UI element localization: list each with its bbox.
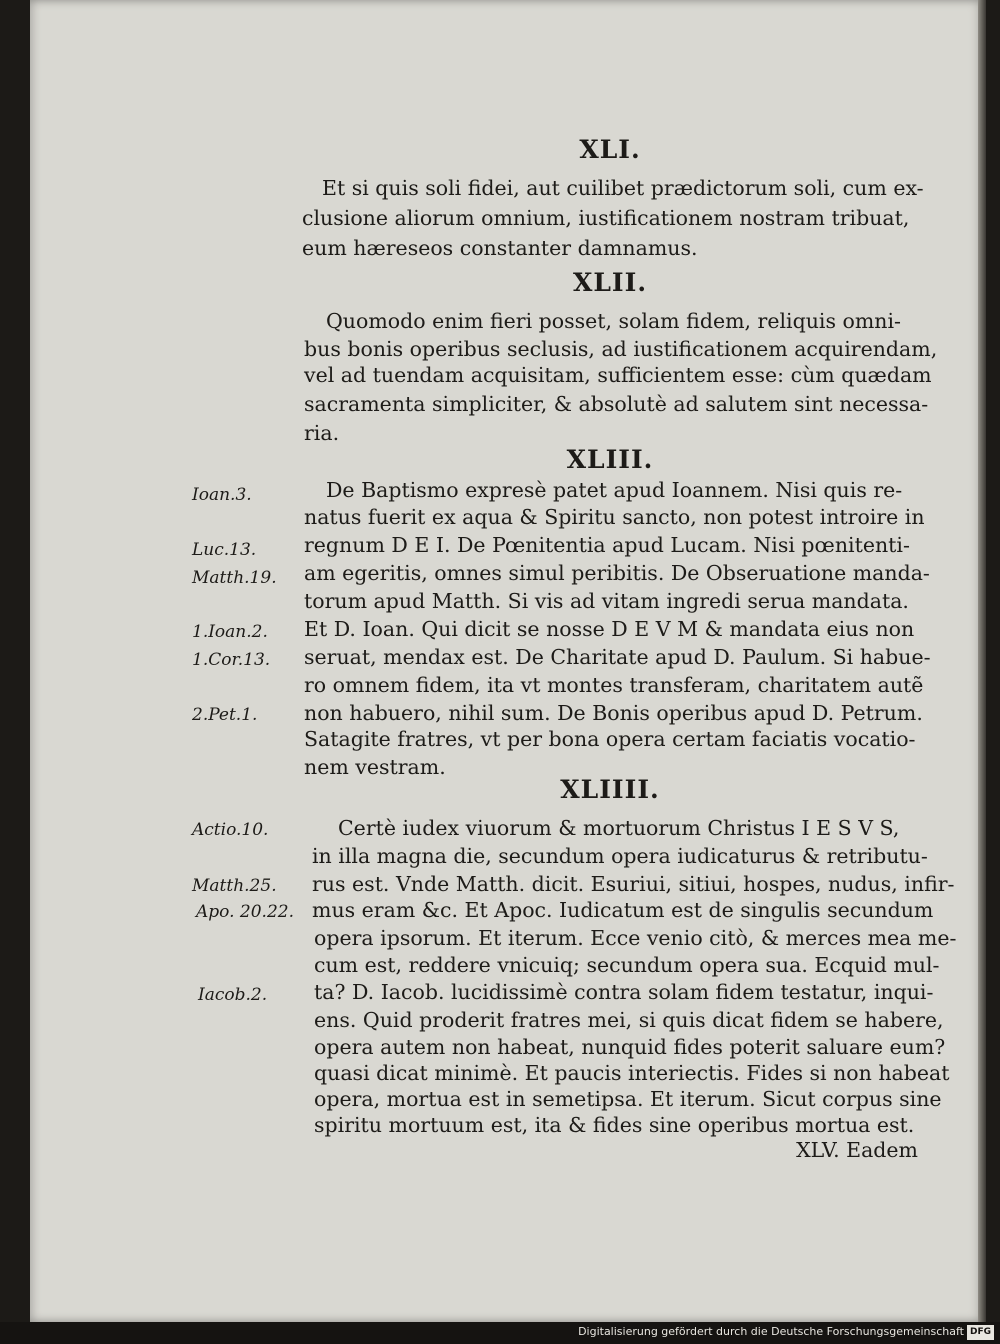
margin-note: Ioan.3. bbox=[192, 485, 252, 505]
text-line: seruat, mendax est. De Charitate apud D. Paulum. Si habue- bbox=[304, 645, 931, 669]
text-line: ta? D. Iacob. lucidissimè contra solam fidem testatur, inqui- bbox=[314, 980, 934, 1004]
text-line: quasi dicat minimè. Et paucis interiectis. Fides si non habeat bbox=[314, 1061, 950, 1085]
text-line: opera ipsorum. Et iterum. Ecce venio citò, & merces mea me- bbox=[314, 926, 957, 950]
digitization-footer bbox=[0, 1322, 1000, 1344]
catchword: XLV. Eadem bbox=[796, 1138, 918, 1162]
text-line: in illa magna die, secundum opera iudicaturus & retributu- bbox=[312, 844, 928, 868]
footer-credit: Digitalisierung gefördert durch die Deutsche Forschungsgemeinschaft bbox=[578, 1325, 964, 1338]
text-line: cum est, reddere vnicuiq; secundum opera sua. Ecquid mul- bbox=[314, 953, 940, 977]
margin-note: Matth.25. bbox=[192, 876, 277, 896]
text-line: opera autem non habeat, nunquid fides poterit saluare eum? bbox=[314, 1035, 946, 1059]
text-line: non habuero, nihil sum. De Bonis operibus apud D. Petrum. bbox=[304, 701, 923, 725]
text-line: sacramenta simpliciter, & absolutè ad salutem sint necessa- bbox=[304, 392, 929, 416]
text-line: ro omnem fidem, ita vt montes transferam, charitatem autẽ bbox=[304, 673, 924, 697]
margin-note: 1.Cor.13. bbox=[192, 650, 271, 670]
text-line: torum apud Matth. Si vis ad vitam ingredi serua mandata. bbox=[304, 589, 909, 613]
margin-note: Iacob.2. bbox=[198, 985, 268, 1005]
text-line: vel ad tuendam acquisitam, sufficientem esse: cùm quædam bbox=[304, 363, 932, 387]
text-line: Satagite fratres, vt per bona opera certam faciatis vocatio- bbox=[304, 727, 916, 751]
margin-note: Apo. 20.22. bbox=[196, 902, 294, 922]
margin-note: 1.Ioan.2. bbox=[192, 622, 268, 642]
text-line: ria. bbox=[304, 421, 340, 445]
text-line: clusione aliorum omnium, iustificationem nostram tribuat, bbox=[302, 206, 910, 230]
text-line: mus eram &c. Et Apoc. Iudicatum est de singulis secundum bbox=[312, 898, 934, 922]
text-line: regnum D E I. De Pœnitentia apud Lucam. Nisi pœnitenti- bbox=[304, 533, 910, 557]
section-heading-xliii: XLIII. bbox=[566, 445, 654, 474]
dfg-logo-icon: DFG bbox=[967, 1325, 994, 1340]
text-line: De Baptismo expresè patet apud Ioannem. Nisi quis re- bbox=[326, 478, 903, 502]
text-line: Et si quis soli fidei, aut cuilibet prædictorum soli, cum ex- bbox=[322, 176, 924, 200]
text-line: spiritu mortuum est, ita & fides sine operibus mortua est. bbox=[314, 1113, 915, 1137]
text-line: am egeritis, omnes simul peribitis. De Obseruatione manda- bbox=[304, 561, 930, 585]
text-line: opera, mortua est in semetipsa. Et iterum. Sicut corpus sine bbox=[314, 1087, 942, 1111]
text-line: natus fuerit ex aqua & Spiritu sancto, non potest introire in bbox=[304, 505, 925, 529]
margin-note: 2.Pet.1. bbox=[192, 705, 258, 725]
section-heading-xliiii: XLIIII. bbox=[560, 775, 660, 804]
text-line: Certè iudex viuorum & mortuorum Christus I E S V S, bbox=[338, 816, 900, 840]
margin-note: Matth.19. bbox=[192, 568, 277, 588]
text-line: Quomodo enim fieri posset, solam fidem, reliquis omni- bbox=[326, 309, 901, 333]
text-line: Et D. Ioan. Qui dicit se nosse D E V M & mandata eius non bbox=[304, 617, 915, 641]
text-line: bus bonis operibus seclusis, ad iustificationem acquirendam, bbox=[304, 337, 938, 361]
text-line: nem vestram. bbox=[304, 755, 446, 779]
section-heading-xli: XLI. bbox=[579, 135, 641, 164]
text-line: eum hæreseos constanter damnamus. bbox=[302, 236, 698, 260]
section-heading-xlii: XLII. bbox=[572, 268, 648, 297]
text-line: ens. Quid proderit fratres mei, si quis dicat fidem se habere, bbox=[314, 1008, 944, 1032]
margin-note: Luc.13. bbox=[192, 540, 257, 560]
margin-note: Actio.10. bbox=[192, 820, 269, 840]
text-line: rus est. Vnde Matth. dicit. Esuriui, sitiui, hospes, nudus, infir- bbox=[312, 872, 955, 896]
